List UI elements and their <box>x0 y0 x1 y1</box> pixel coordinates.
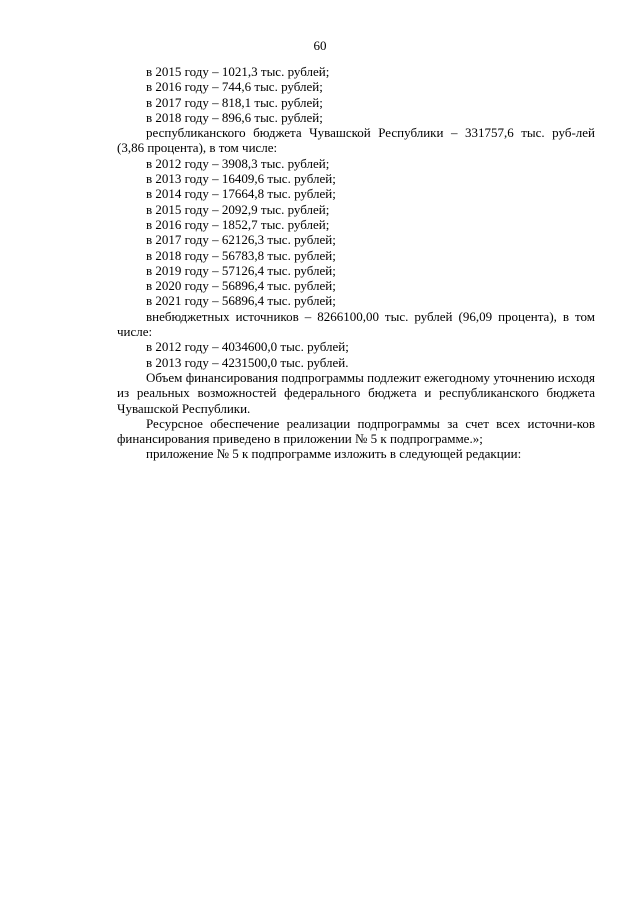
page-number: 60 <box>313 38 327 53</box>
funding-item-2018-republican: в 2018 году – 56783,8 тыс. рублей; <box>146 247 336 263</box>
funding-item-2014-republican: в 2014 году – 17664,8 тыс. рублей; <box>146 186 336 202</box>
funding-item-2013-republican: в 2013 году – 16409,6 тыс. рублей; <box>146 171 336 187</box>
document-body <box>117 64 595 462</box>
funding-item-2017-federal: в 2017 году – 818,1 тыс. рублей; <box>146 94 323 110</box>
funding-item-2019-republican: в 2019 году – 57126,4 тыс. рублей; <box>146 262 336 278</box>
appendix-amendment-paragraph: приложение № 5 к подпрограмме изложить в следующей редакции: <box>146 446 522 462</box>
financing-clarification-paragraph: Объем финансирования подпрограммы подлежит ежегодному уточнению исходя из реальных возможностей федерального бюджета и республиканского бюджета Чувашской Республики. <box>117 369 595 416</box>
funding-item-2018-federal: в 2018 году – 896,6 тыс. рублей; <box>146 109 323 125</box>
funding-item-2017-republican: в 2017 году – 62126,3 тыс. рублей; <box>146 232 336 248</box>
funding-item-2015-federal: в 2015 году – 1021,3 тыс. рублей; <box>146 64 330 79</box>
funding-item-2020-republican: в 2020 году – 56896,4 тыс. рублей; <box>146 278 336 294</box>
funding-item-2021-republican: в 2021 году – 56896,4 тыс. рублей; <box>146 293 336 309</box>
resource-provision-paragraph: Ресурсное обеспечение реализации подпрограммы за счет всех источни-ков финансирования приведено в приложении № 5 к подпрограмме.»; <box>117 415 595 447</box>
extrabudgetary-paragraph: внебюджетных источников – 8266100,00 тыс. рублей (96,09 процента), в том числе: <box>117 308 595 340</box>
funding-item-2012-extrabudgetary: в 2012 году – 4034600,0 тыс. рублей; <box>146 339 349 355</box>
funding-item-2016-federal: в 2016 году – 744,6 тыс. рублей; <box>146 79 323 95</box>
republican-budget-paragraph: республиканского бюджета Чувашской Республики – 331757,6 тыс. руб-лей (3,86 процента), в том числе: <box>117 125 595 156</box>
funding-item-2012-republican: в 2012 году – 3908,3 тыс. рублей; <box>146 155 330 171</box>
funding-item-2016-republican: в 2016 году – 1852,7 тыс. рублей; <box>146 216 330 232</box>
funding-item-2015-republican: в 2015 году – 2092,9 тыс. рублей; <box>146 201 330 217</box>
funding-item-2013-extrabudgetary: в 2013 году – 4231500,0 тыс. рублей. <box>146 354 349 370</box>
